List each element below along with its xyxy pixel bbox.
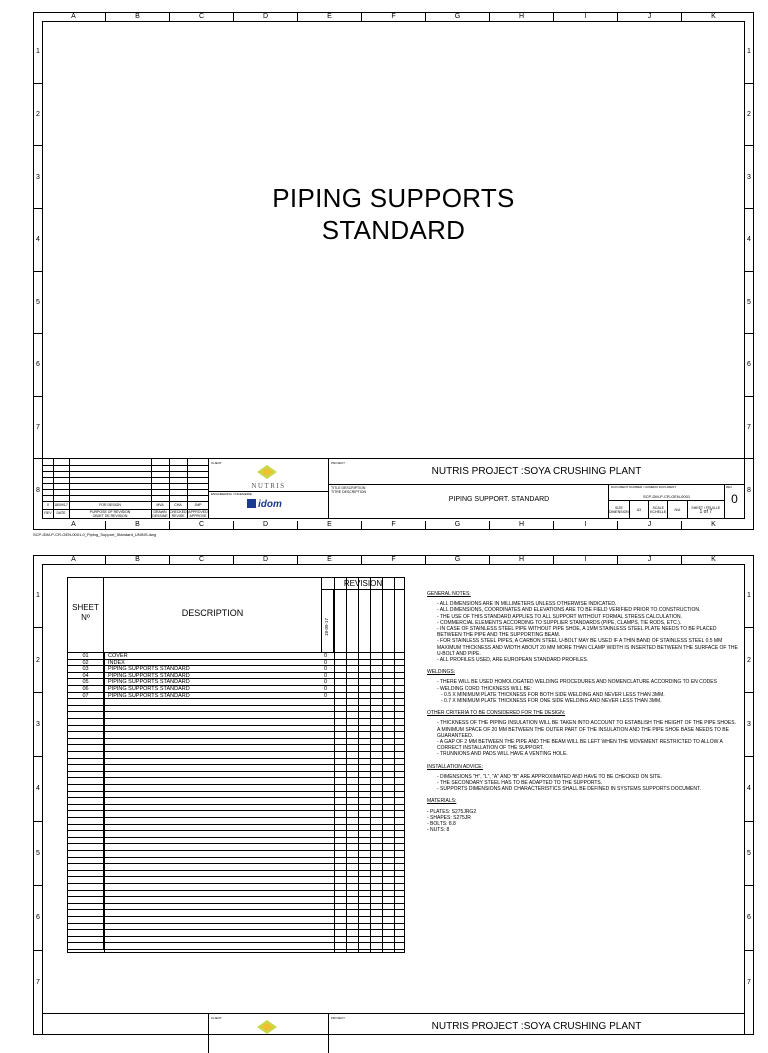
column-letter: B	[105, 521, 169, 529]
index-table-header	[68, 578, 404, 653]
materials-title: MATERIALS:	[427, 798, 457, 805]
column-letter: A	[71, 13, 76, 20]
sheet-number	[68, 917, 104, 923]
sheet-number	[68, 765, 104, 771]
note-item: - ALL DIMENSIONS, COORDINATES AND ELEVATIONS ARE TO BE FIELD VERIFIED PRIOR TO CONSTRUCTION.	[437, 607, 701, 614]
criteria-title: OTHER CRITERIA TO BE CONSIDERED FOR THE DESIGN:	[427, 710, 566, 717]
table-row	[68, 772, 404, 779]
table-row	[68, 666, 404, 673]
row-number: 7	[745, 950, 753, 1014]
hdr-checked: CHECKED REVISE	[169, 510, 187, 518]
column-letter: H	[489, 521, 553, 529]
sheet-number	[68, 785, 104, 791]
column-letter: I	[553, 13, 617, 21]
client-block	[209, 1014, 329, 1053]
row-number: 7	[34, 396, 42, 459]
row-number: 1	[747, 48, 751, 56]
table-row	[68, 739, 404, 746]
table-row	[68, 904, 404, 911]
table-row	[68, 693, 404, 700]
sheet-number	[68, 877, 104, 883]
note-item: - WELDING CORD THICKNESS WILL BE:	[437, 685, 532, 692]
table-row	[68, 653, 404, 660]
sheet-number	[68, 943, 104, 949]
cover-sheet	[33, 12, 754, 530]
row-ruler-left	[34, 564, 42, 1014]
column-letter: G	[425, 556, 489, 564]
sheet-number	[68, 739, 104, 745]
row-number: 6	[745, 885, 753, 949]
sheet-number	[68, 910, 104, 916]
row-number: 2	[745, 627, 753, 691]
sheet-number	[68, 732, 104, 738]
revision-block	[43, 459, 209, 518]
row-number: 7	[34, 950, 42, 1014]
row-number: 1	[747, 592, 751, 600]
cover-title-line2: STANDARD	[321, 215, 466, 245]
row-number: 3	[34, 145, 42, 208]
client-name: NUTRIS	[251, 482, 286, 490]
table-row	[68, 871, 404, 878]
client-block	[209, 459, 329, 518]
sheet-number	[68, 871, 104, 877]
note-item: - THERE WILL BE USED HOMOLOGATED WELDING PROCEDURES AND NOMENCLATURE ACCORDING TO EN CODES	[437, 679, 717, 686]
column-letter: J	[617, 556, 681, 564]
revision-block	[43, 1014, 209, 1053]
note-item: - A GAP OF 2 MM BETWEEN THE PIPE AND THE BEAM WILL BE LEFT WHEN THE MOVEMENT RESTRICTED TO ALLOW A CORRECT INSTALLATION OF THE SUPPORT.	[437, 739, 723, 752]
revision-header	[322, 578, 404, 653]
row-number: 4	[34, 208, 42, 271]
table-row	[68, 798, 404, 805]
sheet-description: INDEX	[108, 659, 125, 666]
row-number: 6	[745, 333, 753, 396]
column-letter: I	[553, 521, 617, 529]
revision-date: 18-09-17	[324, 617, 329, 636]
title-block	[43, 1013, 744, 1053]
column-ruler-bottom	[42, 521, 745, 529]
column-letter: K	[681, 13, 745, 21]
sheet-number	[68, 844, 104, 850]
table-row	[68, 712, 404, 719]
table-row	[68, 719, 404, 726]
table-row	[68, 943, 404, 950]
sheet-revision: 0	[324, 686, 328, 692]
column-letter: F	[361, 521, 425, 529]
table-row	[68, 679, 404, 686]
row-number: 2	[34, 627, 42, 691]
table-row	[68, 745, 404, 752]
general-notes-title: GENERAL NOTES:	[427, 591, 471, 597]
row-number: 3	[34, 692, 42, 756]
sheet-revision: 0	[324, 692, 328, 699]
docnum-label: DOCUMENT NUMBER / NUMERO DOCUMENT	[611, 485, 677, 489]
table-row	[68, 897, 404, 904]
rev-label: REV	[726, 485, 733, 489]
row-number: 4	[745, 208, 753, 271]
engineering-label: ENGINEERING / INGENIERIE	[211, 492, 252, 496]
row-number: 6	[34, 333, 42, 396]
row-number: 2	[745, 83, 753, 146]
row-number: 1	[36, 48, 40, 56]
document-number: SCP-DM-P-CR-GEN-0001	[642, 494, 691, 499]
sheet-number	[68, 930, 104, 936]
index-sheet	[33, 555, 754, 1035]
column-letter: F	[361, 556, 425, 564]
sheet-number	[68, 811, 104, 817]
idom-logo-icon	[247, 499, 256, 508]
column-letter: C	[169, 13, 233, 21]
row-ruler-left	[34, 21, 42, 521]
sheet-number	[68, 712, 104, 718]
sheet-number	[68, 937, 104, 943]
sheet-number	[68, 858, 104, 864]
sheet-number	[68, 798, 104, 804]
table-row	[68, 765, 404, 772]
table-row	[68, 732, 404, 739]
hdr-purpose: PURPOSE OF REVISION OBJET DE REVISION	[89, 510, 131, 518]
sheet-number: 07	[68, 693, 104, 699]
sheet-number-header: SHEET Nº	[68, 578, 104, 653]
project-label: PROJECT	[331, 461, 346, 465]
revision-number: 0	[731, 492, 738, 506]
note-item: - NUTS: 8	[427, 827, 450, 834]
column-letter: H	[489, 13, 553, 21]
column-letter: G	[425, 13, 489, 21]
sheet-description: PIPING SUPPORTS STANDARD	[108, 686, 190, 692]
column-letter: A	[71, 556, 76, 563]
column-letter: K	[681, 521, 745, 529]
sheet-number	[68, 891, 104, 897]
table-row	[68, 726, 404, 733]
column-letter: C	[169, 521, 233, 529]
drawing-frame	[42, 564, 745, 1034]
engineering-name: idom	[258, 499, 282, 510]
table-row	[68, 844, 404, 851]
row-number: 4	[34, 756, 42, 820]
cover-title-line1: PIPING SUPPORTS	[272, 183, 515, 213]
sheet-number	[68, 792, 104, 798]
sheet-number	[68, 825, 104, 831]
table-row	[68, 910, 404, 917]
note-item: - PLATES: S275JRG2	[427, 808, 477, 815]
column-letter: I	[553, 556, 617, 564]
column-letter: B	[105, 556, 169, 564]
sheet-number	[68, 838, 104, 844]
sheet-number	[68, 726, 104, 732]
column-letter: H	[489, 556, 553, 564]
rev-drawn: MVA	[156, 503, 164, 507]
sheet-revision: 0	[324, 666, 328, 673]
sheet-number	[68, 818, 104, 824]
project-label: PROJECT	[331, 1016, 346, 1020]
row-number: 6	[34, 885, 42, 949]
hdr-approved: APPROVED APPROVE	[188, 510, 208, 518]
table-row	[68, 864, 404, 871]
table-row	[68, 877, 404, 884]
weldings-title: WELDINGS:	[427, 669, 456, 676]
idom-logo	[247, 499, 282, 510]
column-letter: A	[71, 521, 76, 528]
column-letter: D	[233, 556, 297, 564]
sheet-number	[68, 745, 104, 751]
size-label: SIZE DIMENSION	[609, 505, 629, 514]
row-number: 5	[34, 271, 42, 334]
sheet-cell	[687, 501, 724, 518]
column-letter: E	[297, 521, 361, 529]
note-item: - SHAPES: S275JR	[427, 814, 471, 821]
sheet-revision: 0	[324, 679, 328, 686]
table-row	[68, 851, 404, 858]
table-row	[68, 891, 404, 898]
column-letter: J	[617, 13, 681, 21]
table-row	[68, 937, 404, 944]
table-row	[68, 917, 404, 924]
general-notes	[427, 591, 739, 834]
project-block	[329, 1014, 744, 1053]
installation-title: INSTALLATION ADVICE:	[427, 763, 483, 770]
title-description: PIPING SUPPORT. STANDARD	[448, 496, 550, 503]
table-row	[68, 818, 404, 825]
note-item: - 0.7 X MINIMUM PLATE THICKNESS FOR ONE SIDE WELDING AND NEVER LESS THAN 3MM.	[441, 698, 662, 705]
column-ruler-top	[42, 13, 745, 21]
table-row	[68, 759, 404, 766]
document-number-block	[608, 484, 724, 518]
table-row	[68, 673, 404, 680]
note-item: - ALL DIMENSIONS ARE IN MILLIMETERS UNLESS OTHERWISE INDICATED.	[437, 601, 617, 608]
table-row	[68, 792, 404, 799]
table-row	[68, 706, 404, 713]
sheet-number	[68, 719, 104, 725]
note-item: - ALL PROFILES USED, ARE EUROPEAN STANDARD PROFILES.	[437, 657, 589, 664]
table-row	[68, 838, 404, 845]
sheet-number	[68, 884, 104, 890]
sheet-number: 03	[68, 666, 104, 672]
sheet-number	[68, 864, 104, 870]
drawing-frame	[42, 21, 745, 519]
cover-title	[43, 182, 744, 246]
rev-checked: CHA	[174, 503, 182, 507]
column-letter: E	[297, 556, 361, 564]
row-number: 3	[745, 145, 753, 208]
sheet-number	[68, 831, 104, 837]
hdr-date: DATE	[56, 511, 66, 515]
project-block	[329, 459, 744, 518]
sheet-number	[68, 805, 104, 811]
rev-value: 0	[47, 503, 49, 507]
sheet-revision: 0	[324, 653, 328, 659]
table-row	[68, 831, 404, 838]
revision-header-title: REVISION	[322, 578, 404, 590]
column-letter: K	[681, 556, 745, 564]
sheet-number: 02	[68, 660, 104, 666]
sheet-revision: 0	[324, 659, 328, 666]
row-number: 8	[745, 458, 753, 521]
table-row	[68, 660, 404, 667]
sheet-description: PIPING SUPPORTS STANDARD	[108, 672, 190, 679]
row-number: 3	[745, 692, 753, 756]
row-number: 2	[34, 83, 42, 146]
table-row	[68, 884, 404, 891]
note-item: - FOR STAINLESS STEEL PIPES, A CARBON STEEL U-BOLT MAY BE USED IF A THIN BAND OF STAINLESS STEEL 0.5 MM MAXIMUM THICKNESS AND WIDTH ABOUT 20 MM MORE THAN CLAMP WIDTH IS INSERTED BETWEEN THE SURFACE OF THE U-BOLT AND PIPE.	[437, 638, 738, 657]
title-description-label: TITLE DESCRIPTION TITRE DESCRIPTION	[331, 486, 367, 494]
sheet-description: PIPING SUPPORTS STANDARD	[108, 692, 190, 699]
nutris-logo-icon	[257, 1020, 277, 1034]
note-item: - SUPPORTS DIMENSIONS AND CHARACTERISTICS SHALL BE DEFINED IN SYSTEMS SUPPORTS DOCUMENT.	[437, 786, 701, 793]
sheet-revision: 0	[324, 672, 328, 679]
sheet-number	[68, 851, 104, 857]
row-number: 8	[34, 458, 42, 521]
column-letter: F	[361, 13, 425, 21]
project-name: NUTRIS PROJECT :SOYA CRUSHING PLANT	[431, 1021, 642, 1032]
sheet-description: COVER	[108, 653, 128, 659]
sheet-value: 1 of 7	[699, 508, 713, 515]
column-letter: D	[233, 521, 297, 529]
row-number: 4	[745, 756, 753, 820]
column-letter: C	[169, 556, 233, 564]
sheet-number	[68, 752, 104, 758]
row-number: 1	[36, 592, 40, 600]
row-number: 7	[745, 396, 753, 459]
row-ruler-right	[745, 21, 753, 521]
table-row	[68, 811, 404, 818]
index-table	[67, 577, 405, 953]
description-header: DESCRIPTION	[104, 578, 322, 653]
file-name: SCP-IDM-P-CR-GEN-0001-0_Piping_Support_Standard_UNINS.dwg	[33, 532, 156, 537]
table-row	[68, 785, 404, 792]
note-item: - BOLTS: 8.8	[427, 821, 456, 828]
note-item: - 0.5 X MINIMUM PLATE THICKNESS FOR BOTH SIDE WELDING AND NEVER LESS THAN 3MM.	[441, 691, 665, 698]
table-row	[68, 825, 404, 832]
row-number: 5	[745, 821, 753, 885]
rev-purpose: FOR DESIGN	[99, 503, 121, 507]
table-row	[68, 686, 404, 693]
scale-label: SCALE ECHELLE	[648, 501, 667, 518]
sheet-number: 01	[68, 653, 104, 659]
title-block	[43, 458, 744, 518]
rev-date: 18/09/17	[54, 503, 68, 507]
sheet-number: 04	[68, 673, 104, 679]
hdr-rev: REV	[44, 511, 52, 515]
column-ruler-top	[42, 556, 745, 564]
note-item: - THICKNESS OF THE PIPING INSULATION WILL BE TAKEN INTO ACCOUNT TO ESTABLISH THE HEIGHT OF THE PIPE SHOES. A MINIMUM SPACE OF 20 MM BETWEEN THE OUTER PART OF THE INSULATION AND THE PIPE SHOE BASE NEEDS TO BE GUARANTEED.	[437, 720, 736, 739]
sheet-number	[68, 904, 104, 910]
note-item: - COMMERCIAL ELEMENTS ACCORDING TO SUPPLIER STANDARDS (PIPE, CLAMPS, TIE RODS, ETC.).	[437, 619, 682, 626]
note-item: - THE USE OF THIS STANDARD APPLIES TO ALL SUPPORT WITHOUT FORMAL STRESS CALCULATION.	[437, 613, 682, 620]
client-label: CLIENT	[211, 1016, 222, 1020]
rev-approved: JMP	[194, 503, 202, 507]
sheet-label: SHEET / FEUILLE	[691, 505, 721, 510]
sheet-number	[68, 772, 104, 778]
note-item: - IN CASE OF STAINLESS STEEL PIPE WITHOUT PIPE SHOE, A 1MM STAINLESS STEEL PLATE NEEDS TO BE PLACED BETWEEN THE PIPE AND THE SUPPORTING BEAM.	[437, 626, 717, 639]
note-item: - TRUNNIONS AND PADS WILL HAVE A VENTING HOLE.	[437, 751, 568, 758]
nutris-logo-icon	[257, 465, 277, 479]
column-letter: D	[233, 13, 297, 21]
hdr-drawn: DRAWN DESSINE	[152, 510, 168, 518]
revision-number-block	[724, 484, 744, 518]
table-row	[68, 699, 404, 706]
sheet-number	[68, 699, 104, 705]
table-row	[68, 805, 404, 812]
sheet-number	[68, 706, 104, 712]
sheet-number	[68, 778, 104, 784]
sheet-number	[68, 897, 104, 903]
client-label: CLIENT	[211, 461, 222, 465]
column-letter: G	[425, 521, 489, 529]
note-item: - DIMENSIONS "H", "L", "A" AND "B" ARE APPROXIMATED AND HAVE TO BE CHECKED ON SITE.	[437, 773, 662, 780]
scale-value: N/A	[667, 501, 686, 518]
note-item: - THE SECONDARY STEEL HAS TO BE ADAPTED TO THE SUPPORTS.	[437, 780, 603, 787]
project-name: NUTRIS PROJECT :SOYA CRUSHING PLANT	[431, 466, 642, 477]
sheet-number	[68, 924, 104, 930]
sheet-number	[68, 759, 104, 765]
row-number: 5	[34, 821, 42, 885]
row-number: 5	[745, 271, 753, 334]
table-row	[68, 752, 404, 759]
column-letter: E	[297, 13, 361, 21]
row-ruler-right	[745, 564, 753, 1014]
table-row	[68, 924, 404, 931]
column-letter: J	[617, 521, 681, 529]
sheet-number: 05	[68, 679, 104, 685]
size-value: A3	[629, 501, 648, 518]
table-row	[68, 930, 404, 937]
column-letter: B	[105, 13, 169, 21]
sheet-description: PIPING SUPPORTS STANDARD	[108, 679, 190, 686]
table-row	[68, 778, 404, 785]
sheet-number: 06	[68, 686, 104, 692]
sheet-description: PIPING SUPPORTS STANDARD	[108, 666, 190, 673]
table-row	[68, 858, 404, 865]
